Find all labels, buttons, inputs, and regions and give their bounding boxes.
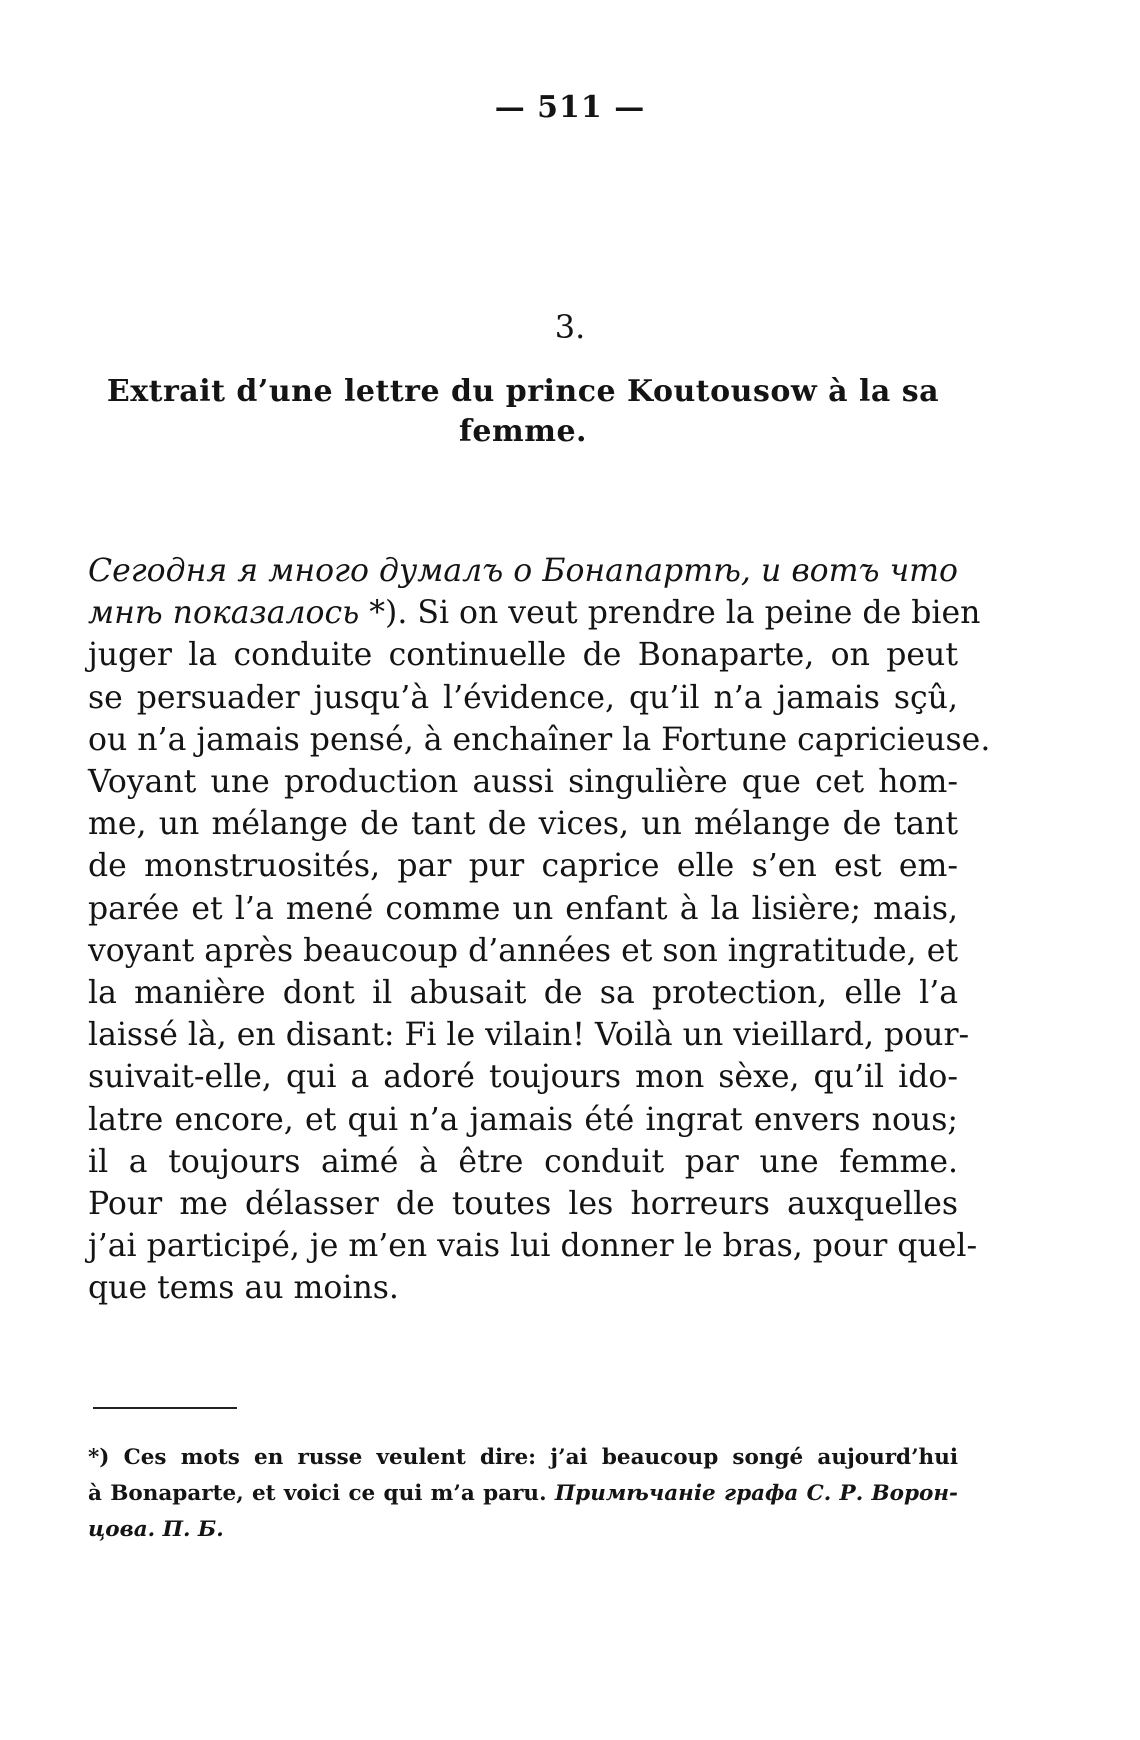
letter-body	[88, 550, 991, 1310]
body-line: la manière dont il abusait de sa protection, elle l’a	[88, 975, 958, 1012]
body-line: Сегодня я много думалъ о Бонапартѣ, и вотъ что	[88, 553, 958, 589]
footnote-text: à Bonaparte, et voici ce qui m’a paru.	[88, 1481, 555, 1506]
body-line: Pour me délasser de toutes les horreurs auxquelles	[88, 1186, 958, 1223]
body-line: de monstruosités, par pur caprice elle s’en est em-	[88, 848, 958, 885]
page-number: — 511 —	[494, 90, 646, 125]
body-line: ou n’a jamais pensé, à enchaîner la Fortune capricieuse.	[88, 721, 991, 758]
footnote-line	[88, 1476, 958, 1512]
section-title	[88, 372, 958, 452]
body-line-continuation: *). Si on veut prendre la peine de bien	[359, 595, 981, 632]
footnote-divider	[93, 1407, 237, 1409]
body-line: juger la conduite continuelle de Bonaparte, on peut	[88, 637, 958, 674]
section-title-line-2: femme.	[458, 414, 587, 449]
body-line	[88, 592, 981, 634]
footnote	[88, 1440, 958, 1548]
body-line: voyant après beaucoup d’années et son ingratitude, et	[88, 932, 958, 969]
body-line: parée et l’a mené comme un enfant à la lisière; mais,	[88, 890, 958, 927]
section-number: 3.	[554, 308, 586, 346]
body-line: laissé là, en disant: Fi le vilain! Voilà un vieillard, pour-	[88, 1017, 970, 1054]
body-line: j’ai participé, je m’en vais lui donner le bras, pour quel-	[88, 1228, 978, 1265]
body-line: se persuader jusqu’à l’évidence, qu’il n’a jamais sçû,	[88, 679, 958, 716]
body-line: suivait-elle, qui a adoré toujours mon sèxe, qu’il ido-	[88, 1059, 958, 1096]
section-title-line-1: Extrait d’une lettre du prince Koutousow à la sa	[106, 374, 940, 409]
footnote-line: цова. П. Б.	[88, 1517, 224, 1542]
body-line: Voyant une production aussi singulière que cet hom-	[88, 764, 958, 801]
footnote-signature: Примѣчаніе графа С. Р. Ворон-	[554, 1481, 958, 1506]
footnote-line: *) Ces mots en russe veulent dire: j’ai beaucoup songé aujourd’hui	[88, 1445, 958, 1470]
body-line: que tems au moins.	[88, 1270, 399, 1307]
russian-phrase: мнѣ показалось	[88, 595, 360, 632]
body-line: latre encore, et qui n’a jamais été ingrat envers nous;	[88, 1101, 958, 1138]
body-line: il a toujours aimé à être conduit par une femme.	[88, 1143, 958, 1180]
body-line: me, un mélange de tant de vices, un mélange de tant	[88, 806, 958, 843]
